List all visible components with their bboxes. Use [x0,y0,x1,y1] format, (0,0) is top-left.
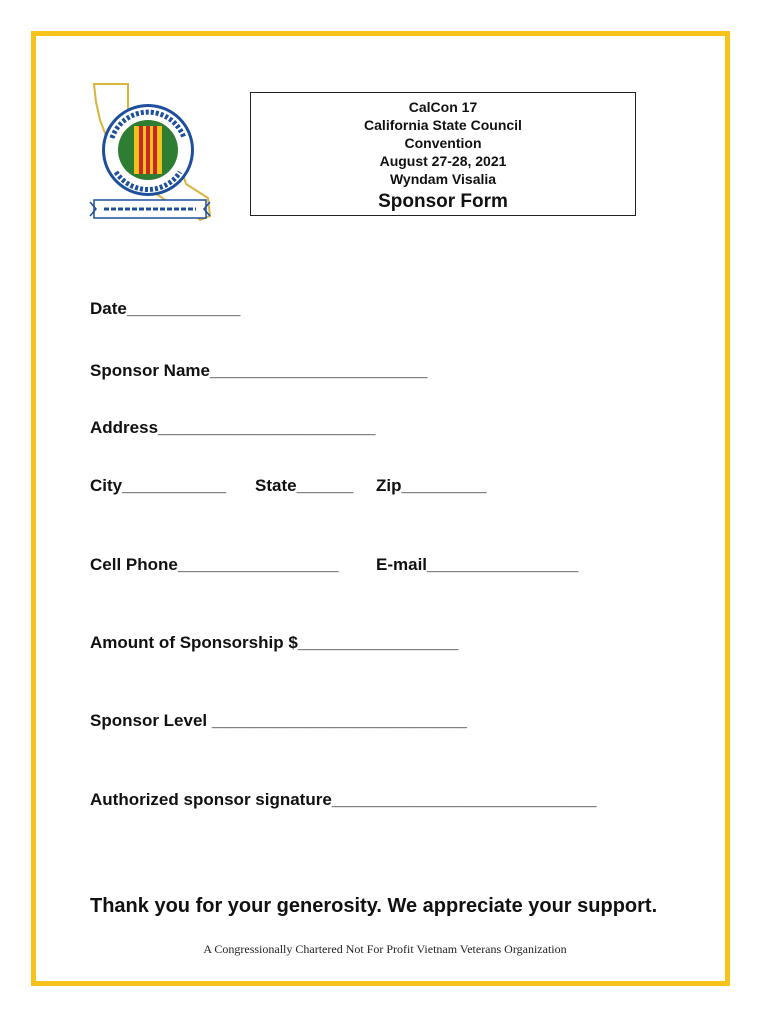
sponsorship-amount-field[interactable]: Amount of Sponsorship $_________________ [90,633,459,652]
sponsor-level-field[interactable]: Sponsor Level ___________________________ [90,711,468,730]
vva-logo [88,80,216,224]
footer-note: A Congressionally Chartered Not For Profit Vietnam Veterans Organization [203,942,567,956]
date-field[interactable]: Date____________ [90,299,241,318]
zip-field[interactable]: Zip_________ [376,476,487,495]
city-field[interactable]: City___________ [90,476,227,495]
state-field[interactable]: State______ [255,476,354,495]
header-box [250,92,636,216]
email-field[interactable]: E-mail________________ [376,555,579,574]
header-line: Wyndam Visalia [389,171,497,187]
header-line: California State Council [364,117,522,133]
cell-phone-field[interactable]: Cell Phone_________________ [90,555,339,574]
thank-you-message: Thank you for your generosity. We appreciate your support. [90,895,658,917]
vva-emblem-icon [88,80,216,224]
header-line: CalCon 17 [408,99,478,115]
signature-field[interactable]: Authorized sponsor signature____________________________ [90,790,597,809]
header-line: August 27-28, 2021 [379,153,507,169]
address-field[interactable]: Address_______________________ [90,418,376,437]
sponsor-name-field[interactable]: Sponsor Name_______________________ [90,361,428,380]
header-line: Convention [404,135,482,151]
form-title: Sponsor Form [378,191,508,212]
